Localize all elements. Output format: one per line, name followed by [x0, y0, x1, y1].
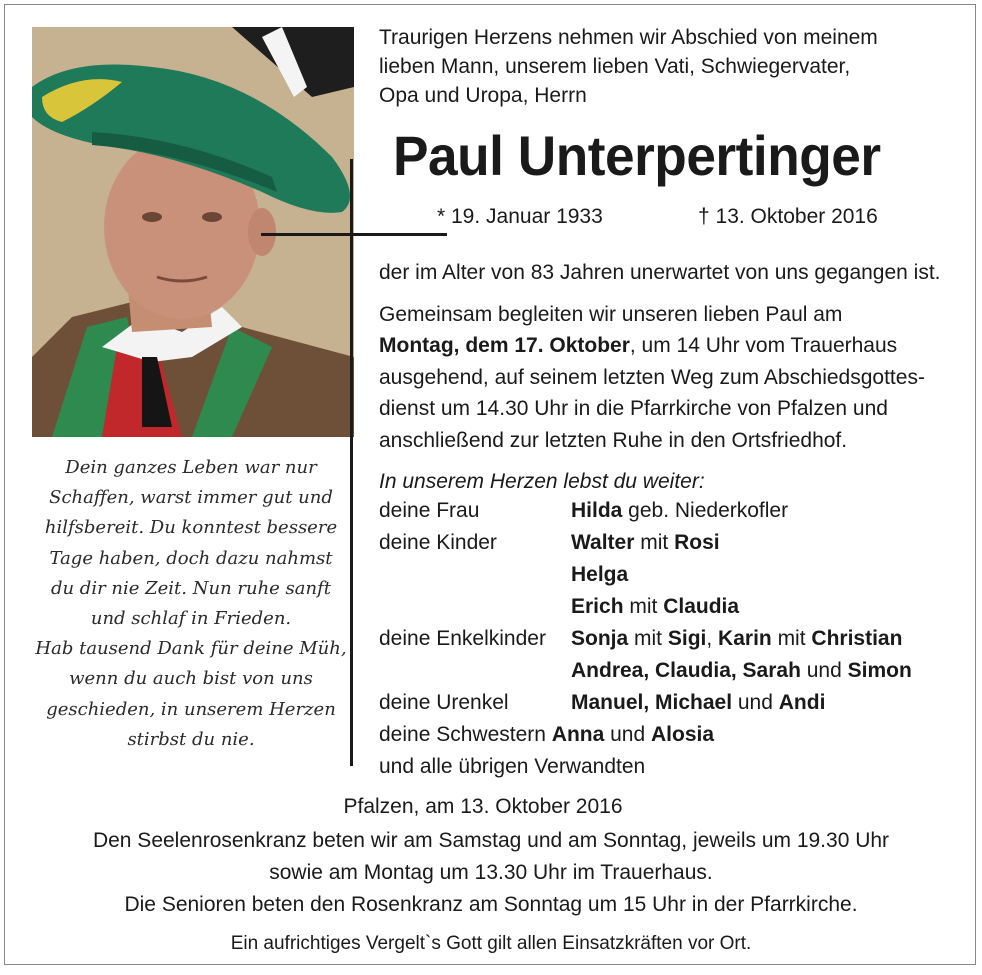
rosary-line-1: Den Seelenrosenkranz beten wir am Samstag und am Sonntag, jeweils um 19.30 Uhr	[92, 829, 890, 852]
funeral-time: , um 14 Uhr vom Trauerhaus	[629, 334, 898, 357]
family-names-urenkel: Manuel, Michael und Andi	[571, 691, 826, 714]
portrait-photo	[32, 27, 354, 437]
family-line-schwestern: deine Schwestern Anna und Alosia	[379, 723, 715, 746]
thanks-line: Ein aufrichtiges Vergelt`s Gott gilt allen Einsatzkräften vor Ort.	[230, 933, 752, 954]
birth-date: * 19. Januar 1933	[437, 205, 603, 228]
family-label-enkel: deine Enkelkinder	[379, 627, 546, 650]
rosary-line-2: sowie am Montag um 13.30 Uhr im Trauerhaus.	[269, 861, 713, 884]
verse-line: wenn du auch bist von uns	[69, 668, 313, 690]
funeral-line: ausgehend, auf seinem letzten Weg zum Abschiedsgottes-	[379, 365, 925, 389]
family-names-kinder-1: Walter mit Rosi	[571, 531, 720, 554]
family-names-frau: Hilda geb. Niederkofler	[571, 499, 789, 522]
memorial-verse	[5, 453, 377, 755]
verse-line: stirbst du nie.	[127, 728, 255, 750]
funeral-line: anschließend zur letzten Ruhe in den Ortsfriedhof.	[379, 428, 848, 452]
family-label-urenkel: deine Urenkel	[379, 691, 509, 714]
family-names-kinder-2: Helga	[571, 563, 629, 586]
intro-line: Opa und Uropa, Herrn	[379, 84, 587, 107]
verse-line: geschieden, in unserem Herzen	[46, 698, 336, 720]
verse-line: du dir nie Zeit. Nun ruhe sanft	[50, 577, 332, 599]
family-names-enkel-1: Sonja mit Sigi, Karin mit Christian	[571, 627, 903, 650]
funeral-line: dienst um 14.30 Uhr in die Pfarrkirche von Pfalzen und	[379, 397, 888, 420]
death-date: † 13. Oktober 2016	[698, 205, 878, 228]
family-label-kinder: deine Kinder	[379, 531, 497, 554]
verse-line: und schlaf in Frieden.	[90, 608, 292, 630]
cross-horizontal-bar	[261, 233, 447, 236]
age-line: der im Alter von 83 Jahren unerwartet von uns gegangen ist.	[379, 261, 941, 284]
family-names-enkel-2: Andrea, Claudia, Sarah und Simon	[571, 659, 912, 682]
verse-line: Schaffen, warst immer gut und	[49, 487, 333, 509]
obituary-notice	[4, 4, 976, 965]
verse-line: hilfsbereit. Du konntest bessere	[44, 517, 338, 539]
intro-text	[379, 23, 959, 110]
family-names-kinder-3: Erich mit Claudia	[571, 595, 740, 618]
funeral-line	[379, 330, 969, 362]
deceased-name: Paul Unterpertinger	[393, 124, 881, 187]
funeral-line: Gemeinsam begleiten wir unseren lieben Paul am	[379, 302, 843, 326]
verse-line: Dein ganzes Leben war nur	[65, 457, 317, 478]
seniors-line: Die Senioren beten den Rosenkranz am Sonntag um 15 Uhr in der Pfarrkirche.	[124, 893, 858, 916]
family-line-rest: und alle übrigen Verwandten	[379, 755, 646, 778]
verse-line: Tage haben, doch dazu nahmst	[49, 547, 333, 569]
verse-line: Hab tausend Dank für deine Müh,	[35, 638, 347, 660]
family-label-frau: deine Frau	[379, 499, 480, 522]
intro-line: Traurigen Herzens nehmen wir Abschied von meinem	[379, 26, 878, 49]
place-date: Pfalzen, am 13. Oktober 2016	[343, 795, 623, 818]
funeral-date: Montag, dem 17. Oktober	[379, 334, 630, 357]
funeral-info	[379, 257, 969, 498]
intro-line: lieben Mann, unserem lieben Vati, Schwiegervater,	[379, 55, 851, 78]
family-heading: In unserem Herzen lebst du weiter:	[379, 470, 705, 493]
